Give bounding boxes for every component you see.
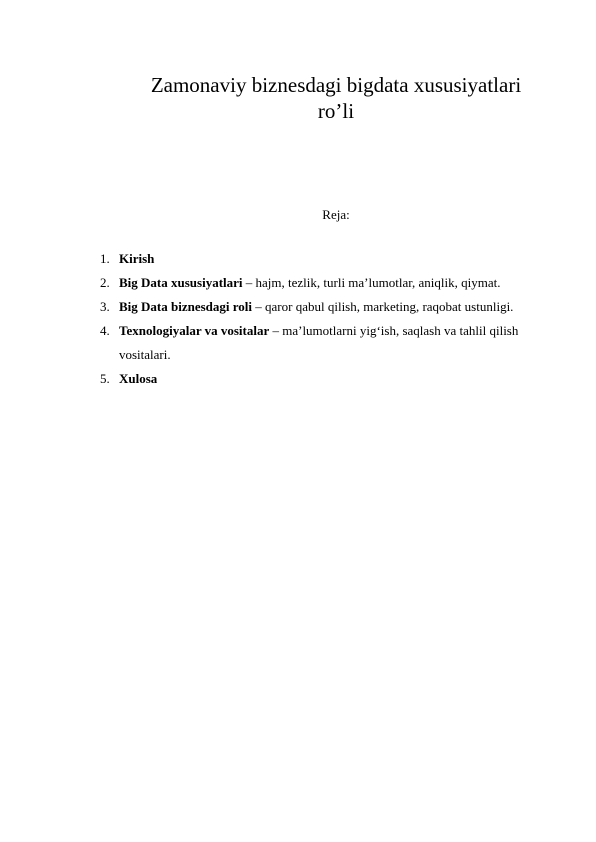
title-line-1: Zamonaviy biznesdagi bigdata xususiyatlari bbox=[150, 73, 522, 97]
plan-item-description: – ma’lumotlarni yig‘ish, saqlash va tahlil qilish vositalari. bbox=[119, 323, 519, 362]
plan-heading: Reja: bbox=[322, 207, 350, 222]
plan-item-description: – hajm, tezlik, turli ma’lumotlar, aniqlik, qiymat. bbox=[242, 275, 501, 290]
plan-item-number: 4. bbox=[100, 323, 110, 338]
plan-list bbox=[100, 247, 570, 391]
plan-item-introduction bbox=[100, 247, 570, 271]
plan-item-heading: Big Data biznesdagi roli bbox=[119, 299, 253, 314]
title-line-2: ro’li bbox=[317, 99, 355, 123]
plan-item-big-data-features bbox=[100, 271, 570, 295]
plan-item-number: 2. bbox=[100, 275, 110, 290]
plan-item-business-role bbox=[100, 295, 570, 319]
plan-item-description: – qaror qabul qilish, marketing, raqobat ustunligi. bbox=[252, 299, 514, 314]
plan-item-heading: Xulosa bbox=[119, 371, 158, 386]
plan-item-heading: Texnologiyalar va vositalar bbox=[119, 323, 270, 338]
document-title bbox=[100, 72, 572, 124]
plan-item-conclusion bbox=[100, 367, 570, 391]
plan-item-number: 5. bbox=[100, 371, 110, 386]
plan-item-number: 1. bbox=[100, 251, 110, 266]
plan-item-heading: Big Data xususiyatlari bbox=[119, 275, 243, 290]
plan-item-number: 3. bbox=[100, 299, 110, 314]
plan-item-heading: Kirish bbox=[119, 251, 155, 266]
plan-item-technologies bbox=[100, 319, 570, 367]
